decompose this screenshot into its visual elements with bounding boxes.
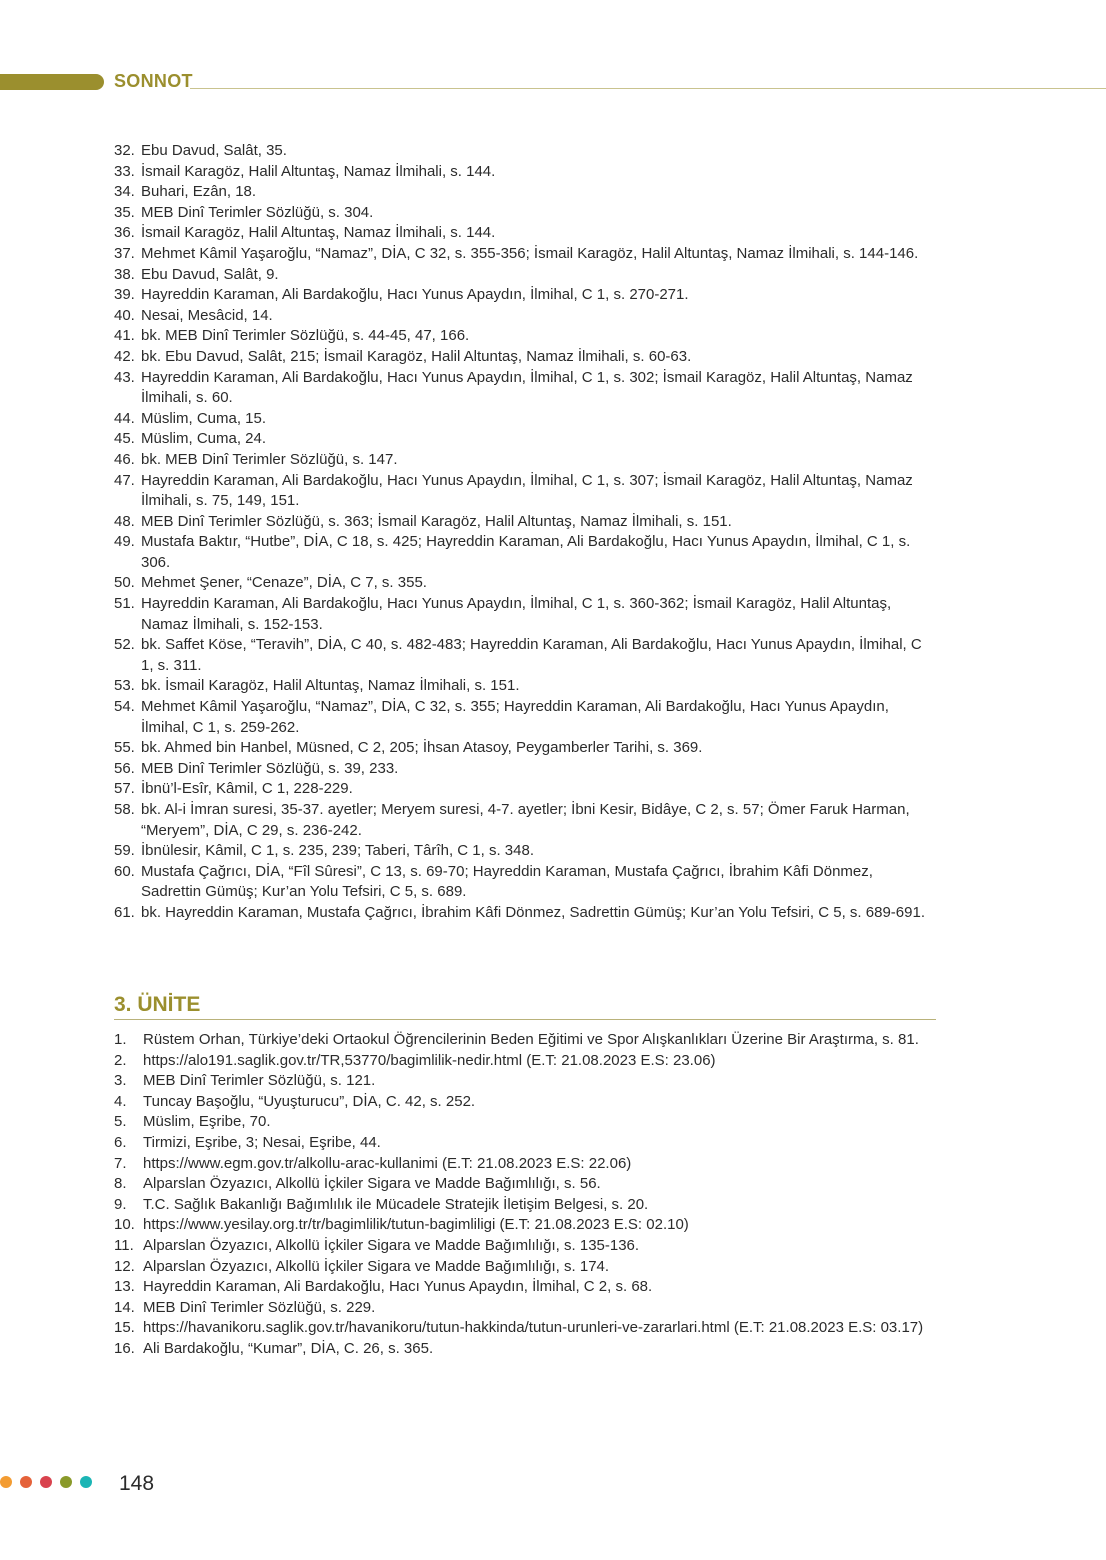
endnote-number: 11. <box>114 1236 134 1254</box>
endnote-number: 59. <box>114 842 135 860</box>
endnote-number: 12. <box>114 1257 135 1275</box>
endnote-text: Ebu Davud, Salât, 35. <box>141 142 287 159</box>
endnote-number: 7. <box>114 1154 127 1172</box>
endnote-number: 47. <box>114 471 135 489</box>
unit-divider <box>114 1019 936 1020</box>
endnote-number: 45. <box>114 430 135 448</box>
endnote-item <box>114 903 936 924</box>
endnote-text: Alparslan Özyazıcı, Alkollü İçkiler Sigara ve Madde Bağımlılığı, s. 135-136. <box>143 1236 640 1254</box>
endnote-number: 3. <box>114 1072 127 1090</box>
section-title: SONNOT <box>114 71 193 91</box>
endnote-number: 2. <box>114 1051 127 1069</box>
endnote-item <box>114 1257 936 1278</box>
endnote-item <box>114 162 936 183</box>
dot-icon <box>0 1476 12 1488</box>
endnote-text: https://alo191.saglik.gov.tr/TR,53770/bagimlilik-nedir.html (E.T: 21.08.2023 E.S: 23.06) <box>143 1051 716 1069</box>
endnote-item <box>114 532 936 573</box>
endnote-number: 43. <box>114 368 135 386</box>
endnote-text: Hayreddin Karaman, Ali Bardakoğlu, Hacı Yunus Apaydın, İlmihal, C 1, s. 307; İsmail Karagöz, Halil Altuntaş, Namaz İlmihali, s. 75, 149, 151. <box>141 471 913 510</box>
endnote-item <box>114 471 936 512</box>
endnote-number: 36. <box>114 224 135 242</box>
endnote-text: bk. Hayreddin Karaman, Mustafa Çağrıcı, İbrahim Kâfi Dönmez, Sadrettin Gümüş; Kur’an Yolu Tefsiri, C 5, s. 689-691. <box>141 903 925 921</box>
endnote-item <box>114 676 936 697</box>
endnote-number: 52. <box>114 636 135 654</box>
endnote-item <box>114 573 936 594</box>
endnote-text: Mehmet Şener, “Cenaze”, DİA, C 7, s. 355. <box>141 574 427 592</box>
endnote-item <box>114 1071 936 1092</box>
unit-heading: 3. ÜNİTE <box>114 993 201 1016</box>
endnote-item <box>114 1195 936 1216</box>
endnote-item <box>114 512 936 533</box>
endnote-number: 56. <box>114 759 135 777</box>
dot-icon <box>20 1476 32 1488</box>
page-number: 148 <box>119 1472 155 1495</box>
endnote-text: Müslim, Cuma, 15. <box>141 409 267 427</box>
endnote-item <box>114 1215 936 1236</box>
endnote-text: İbnü’l-Esîr, Kâmil, C 1, 228-229. <box>141 780 353 798</box>
endnote-item <box>114 697 936 738</box>
endnote-item <box>114 244 936 265</box>
endnote-number: 53. <box>114 677 135 695</box>
dot-icon <box>40 1476 52 1488</box>
endnote-number: 16. <box>114 1339 135 1357</box>
endnote-text: İsmail Karagöz, Halil Altuntaş, Namaz İlmihali, s. 144. <box>141 224 496 242</box>
endnote-number: 15. <box>114 1319 135 1337</box>
header-divider <box>190 88 1106 89</box>
endnote-item <box>114 841 936 862</box>
endnote-item <box>114 1051 936 1072</box>
endnote-number: 6. <box>114 1133 127 1151</box>
endnote-item <box>114 1030 936 1051</box>
endnote-item <box>114 223 936 244</box>
endnote-text: Tirmizi, Eşribe, 3; Nesai, Eşribe, 44. <box>143 1133 381 1151</box>
endnote-text: https://havanikoru.saglik.gov.tr/havanikoru/tutun-hakkinda/tutun-urunleri-ve-zararlari.html (E.T: 21.08.2023 E.S: 03.17) <box>143 1319 924 1337</box>
endnote-number: 4. <box>114 1092 127 1110</box>
endnote-item <box>114 1236 936 1257</box>
endnote-text: Müslim, Cuma, 24. <box>141 430 267 448</box>
endnote-text: MEB Dinî Terimler Sözlüğü, s. 121. <box>143 1072 376 1090</box>
endnote-text: Ebu Davud, Salât, 9. <box>141 265 279 283</box>
endnote-item <box>114 759 936 780</box>
endnote-item <box>114 347 936 368</box>
endnote-item <box>114 1277 936 1298</box>
endnote-number: 58. <box>114 801 135 818</box>
endnote-item <box>114 429 936 450</box>
endnote-text: bk. MEB Dinî Terimler Sözlüğü, s. 147. <box>141 450 398 468</box>
endnote-item <box>114 326 936 347</box>
endnote-text: Alparslan Özyazıcı, Alkollü İçkiler Sigara ve Madde Bağımlılığı, s. 174. <box>143 1257 610 1275</box>
endnote-text: İsmail Karagöz, Halil Altuntaş, Namaz İlmihali, s. 144. <box>141 162 496 180</box>
endnote-item <box>114 265 936 286</box>
endnote-text: Nesai, Mesâcid, 14. <box>141 306 273 324</box>
endnote-item <box>114 1298 936 1319</box>
endnote-number: 44. <box>114 409 135 427</box>
endnote-text: Hayreddin Karaman, Ali Bardakoğlu, Hacı Yunus Apaydın, İlmihal, C 1, s. 302; İsmail Karagöz, Halil Altuntaş, Namaz İlmihali, s. 60. <box>141 368 913 407</box>
endnote-item <box>114 368 936 409</box>
endnote-number: 55. <box>114 739 135 757</box>
endnote-text: Hayreddin Karaman, Ali Bardakoğlu, Hacı Yunus Apaydın, İlmihal, C 2, s. 68. <box>143 1278 653 1296</box>
endnote-number: 34. <box>114 183 135 201</box>
endnote-text: MEB Dinî Terimler Sözlüğü, s. 363; İsmail Karagöz, Halil Altuntaş, Namaz İlmihali, s. 151. <box>141 512 732 530</box>
endnote-number: 8. <box>114 1175 127 1193</box>
endnote-text: bk. Ebu Davud, Salât, 215; İsmail Karagöz, Halil Altuntaş, Namaz İlmihali, s. 60-63. <box>141 347 692 365</box>
endnote-number: 49. <box>114 533 135 551</box>
endnote-number: 54. <box>114 698 135 716</box>
endnote-text: bk. Ahmed bin Hanbel, Müsned, C 2, 205; İhsan Atasoy, Peygamberler Tarihi, s. 369. <box>141 739 703 757</box>
dot-icon <box>60 1476 72 1488</box>
endnote-text: Alparslan Özyazıcı, Alkollü İçkiler Sigara ve Madde Bağımlılığı, s. 56. <box>143 1175 601 1193</box>
endnote-item <box>114 409 936 430</box>
endnote-text: Müslim, Eşribe, 70. <box>143 1113 271 1131</box>
endnote-text: https://www.yesilay.org.tr/tr/bagimlilik/tutun-bagimliligi (E.T: 21.08.2023 E.S: 02.10) <box>143 1216 689 1234</box>
endnote-number: 41. <box>114 327 135 345</box>
endnote-number: 42. <box>114 347 135 365</box>
endnote-text: Mustafa Çağrıcı, DİA, “Fîl Sûresi”, C 13, s. 69-70; Hayreddin Karaman, Mustafa Çağrıcı, İbrahim Kâfi Dönmez, Sadrettin Gümüş; Kur’an Yolu Tefsiri, C 5, s. 689. <box>141 862 873 901</box>
endnote-item <box>114 635 936 676</box>
endnote-text: Ali Bardakoğlu, “Kumar”, DİA, C. 26, s. 365. <box>143 1339 434 1357</box>
endnote-number: 51. <box>114 595 135 613</box>
endnote-text: https://www.egm.gov.tr/alkollu-arac-kullanimi (E.T: 21.08.2023 E.S: 22.06) <box>143 1154 632 1172</box>
endnote-item <box>114 1174 936 1195</box>
endnotes-list-part1 <box>114 141 936 924</box>
endnote-number: 38. <box>114 265 135 283</box>
endnote-text: bk. İsmail Karagöz, Halil Altuntaş, Namaz İlmihali, s. 151. <box>141 677 520 695</box>
endnote-item <box>114 594 936 635</box>
endnote-item <box>114 182 936 203</box>
endnote-item <box>114 306 936 327</box>
endnote-text: T.C. Sağlık Bakanlığı Bağımlılık ile Mücadele Stratejik İletişim Belgesi, s. 20. <box>143 1195 649 1213</box>
endnote-item <box>114 1154 936 1175</box>
endnote-number: 35. <box>114 203 135 221</box>
endnote-number: 57. <box>114 780 135 798</box>
endnote-number: 5. <box>114 1113 127 1131</box>
endnote-item <box>114 1318 936 1339</box>
endnote-item <box>114 1133 936 1154</box>
endnote-item <box>114 738 936 759</box>
endnote-number: 40. <box>114 306 135 324</box>
endnote-number: 37. <box>114 244 135 262</box>
endnote-number: 39. <box>114 286 135 304</box>
endnote-number: 60. <box>114 862 135 880</box>
decorative-dots <box>0 1476 92 1488</box>
endnote-text: MEB Dinî Terimler Sözlüğü, s. 39, 233. <box>141 759 399 777</box>
endnote-number: 33. <box>114 162 135 180</box>
endnote-number: 9. <box>114 1195 127 1213</box>
endnotes-list-unit3 <box>114 1030 936 1360</box>
endnote-text: İbnülesir, Kâmil, C 1, s. 235, 239; Taberi, Târîh, C 1, s. 348. <box>141 842 534 860</box>
endnote-item <box>114 800 936 841</box>
endnote-text: Mehmet Kâmil Yaşaroğlu, “Namaz”, DİA, C 32, s. 355; Hayreddin Karaman, Ali Bardakoğlu, Hacı Yunus Apaydın, İlmihal, C 1, s. 259-262. <box>141 698 889 736</box>
endnote-text: Mustafa Baktır, “Hutbe”, DİA, C 18, s. 425; Hayreddin Karaman, Ali Bardakoğlu, Hacı Yunus Apaydın, İlmihal, C 1, s. 306. <box>141 533 911 571</box>
endnote-item <box>114 450 936 471</box>
dot-icon <box>80 1476 92 1488</box>
endnote-number: 1. <box>114 1031 127 1048</box>
endnote-number: 32. <box>114 142 135 159</box>
endnote-number: 14. <box>114 1298 135 1316</box>
endnote-text: bk. MEB Dinî Terimler Sözlüğü, s. 44-45, 47, 166. <box>141 327 470 345</box>
endnote-text: bk. Al-i İmran suresi, 35-37. ayetler; Meryem suresi, 4-7. ayetler; İbni Kesir, Bidâye, C 2, s. 57; Ömer Faruk Harman, “Meryem”, DİA, C 29, s. 236-242. <box>141 801 910 839</box>
endnote-text: Mehmet Kâmil Yaşaroğlu, “Namaz”, DİA, C 32, s. 355-356; İsmail Karagöz, Halil Altuntaş, Namaz İlmihali, s. 144-146. <box>141 244 919 262</box>
endnote-item <box>114 141 936 162</box>
endnote-number: 48. <box>114 512 135 530</box>
endnote-number: 61. <box>114 903 135 921</box>
endnote-text: Buhari, Ezân, 18. <box>141 183 257 201</box>
endnote-number: 50. <box>114 574 135 592</box>
endnote-item <box>114 862 936 903</box>
endnote-item <box>114 1339 936 1360</box>
endnote-number: 10. <box>114 1216 135 1234</box>
endnote-item <box>114 285 936 306</box>
endnote-item <box>114 1112 936 1133</box>
endnote-text: MEB Dinî Terimler Sözlüğü, s. 229. <box>143 1298 376 1316</box>
endnote-number: 46. <box>114 450 135 468</box>
endnote-text: Rüstem Orhan, Türkiye’deki Ortaokul Öğrencilerinin Beden Eğitimi ve Spor Alışkanlıkları Üzerine Bir Araştırma, s. 81. <box>143 1031 919 1048</box>
endnote-item <box>114 779 936 800</box>
endnote-item <box>114 1092 936 1113</box>
endnote-number: 13. <box>114 1278 135 1296</box>
endnote-text: Tuncay Başoğlu, “Uyuşturucu”, DİA, C. 42, s. 252. <box>143 1092 476 1110</box>
endnote-text: Hayreddin Karaman, Ali Bardakoğlu, Hacı Yunus Apaydın, İlmihal, C 1, s. 270-271. <box>141 286 689 304</box>
endnote-item <box>114 203 936 224</box>
header-accent-bar <box>0 74 104 90</box>
endnote-text: bk. Saffet Köse, “Teravih”, DİA, C 40, s. 482-483; Hayreddin Karaman, Ali Bardakoğlu, Hacı Yunus Apaydın, İlmihal, C 1, s. 311. <box>141 636 922 674</box>
endnote-text: Hayreddin Karaman, Ali Bardakoğlu, Hacı Yunus Apaydın, İlmihal, C 1, s. 360-362; İsmail Karagöz, Halil Altuntaş, Namaz İlmihali, s. 152-153. <box>141 595 892 633</box>
endnote-text: MEB Dinî Terimler Sözlüğü, s. 304. <box>141 203 374 221</box>
